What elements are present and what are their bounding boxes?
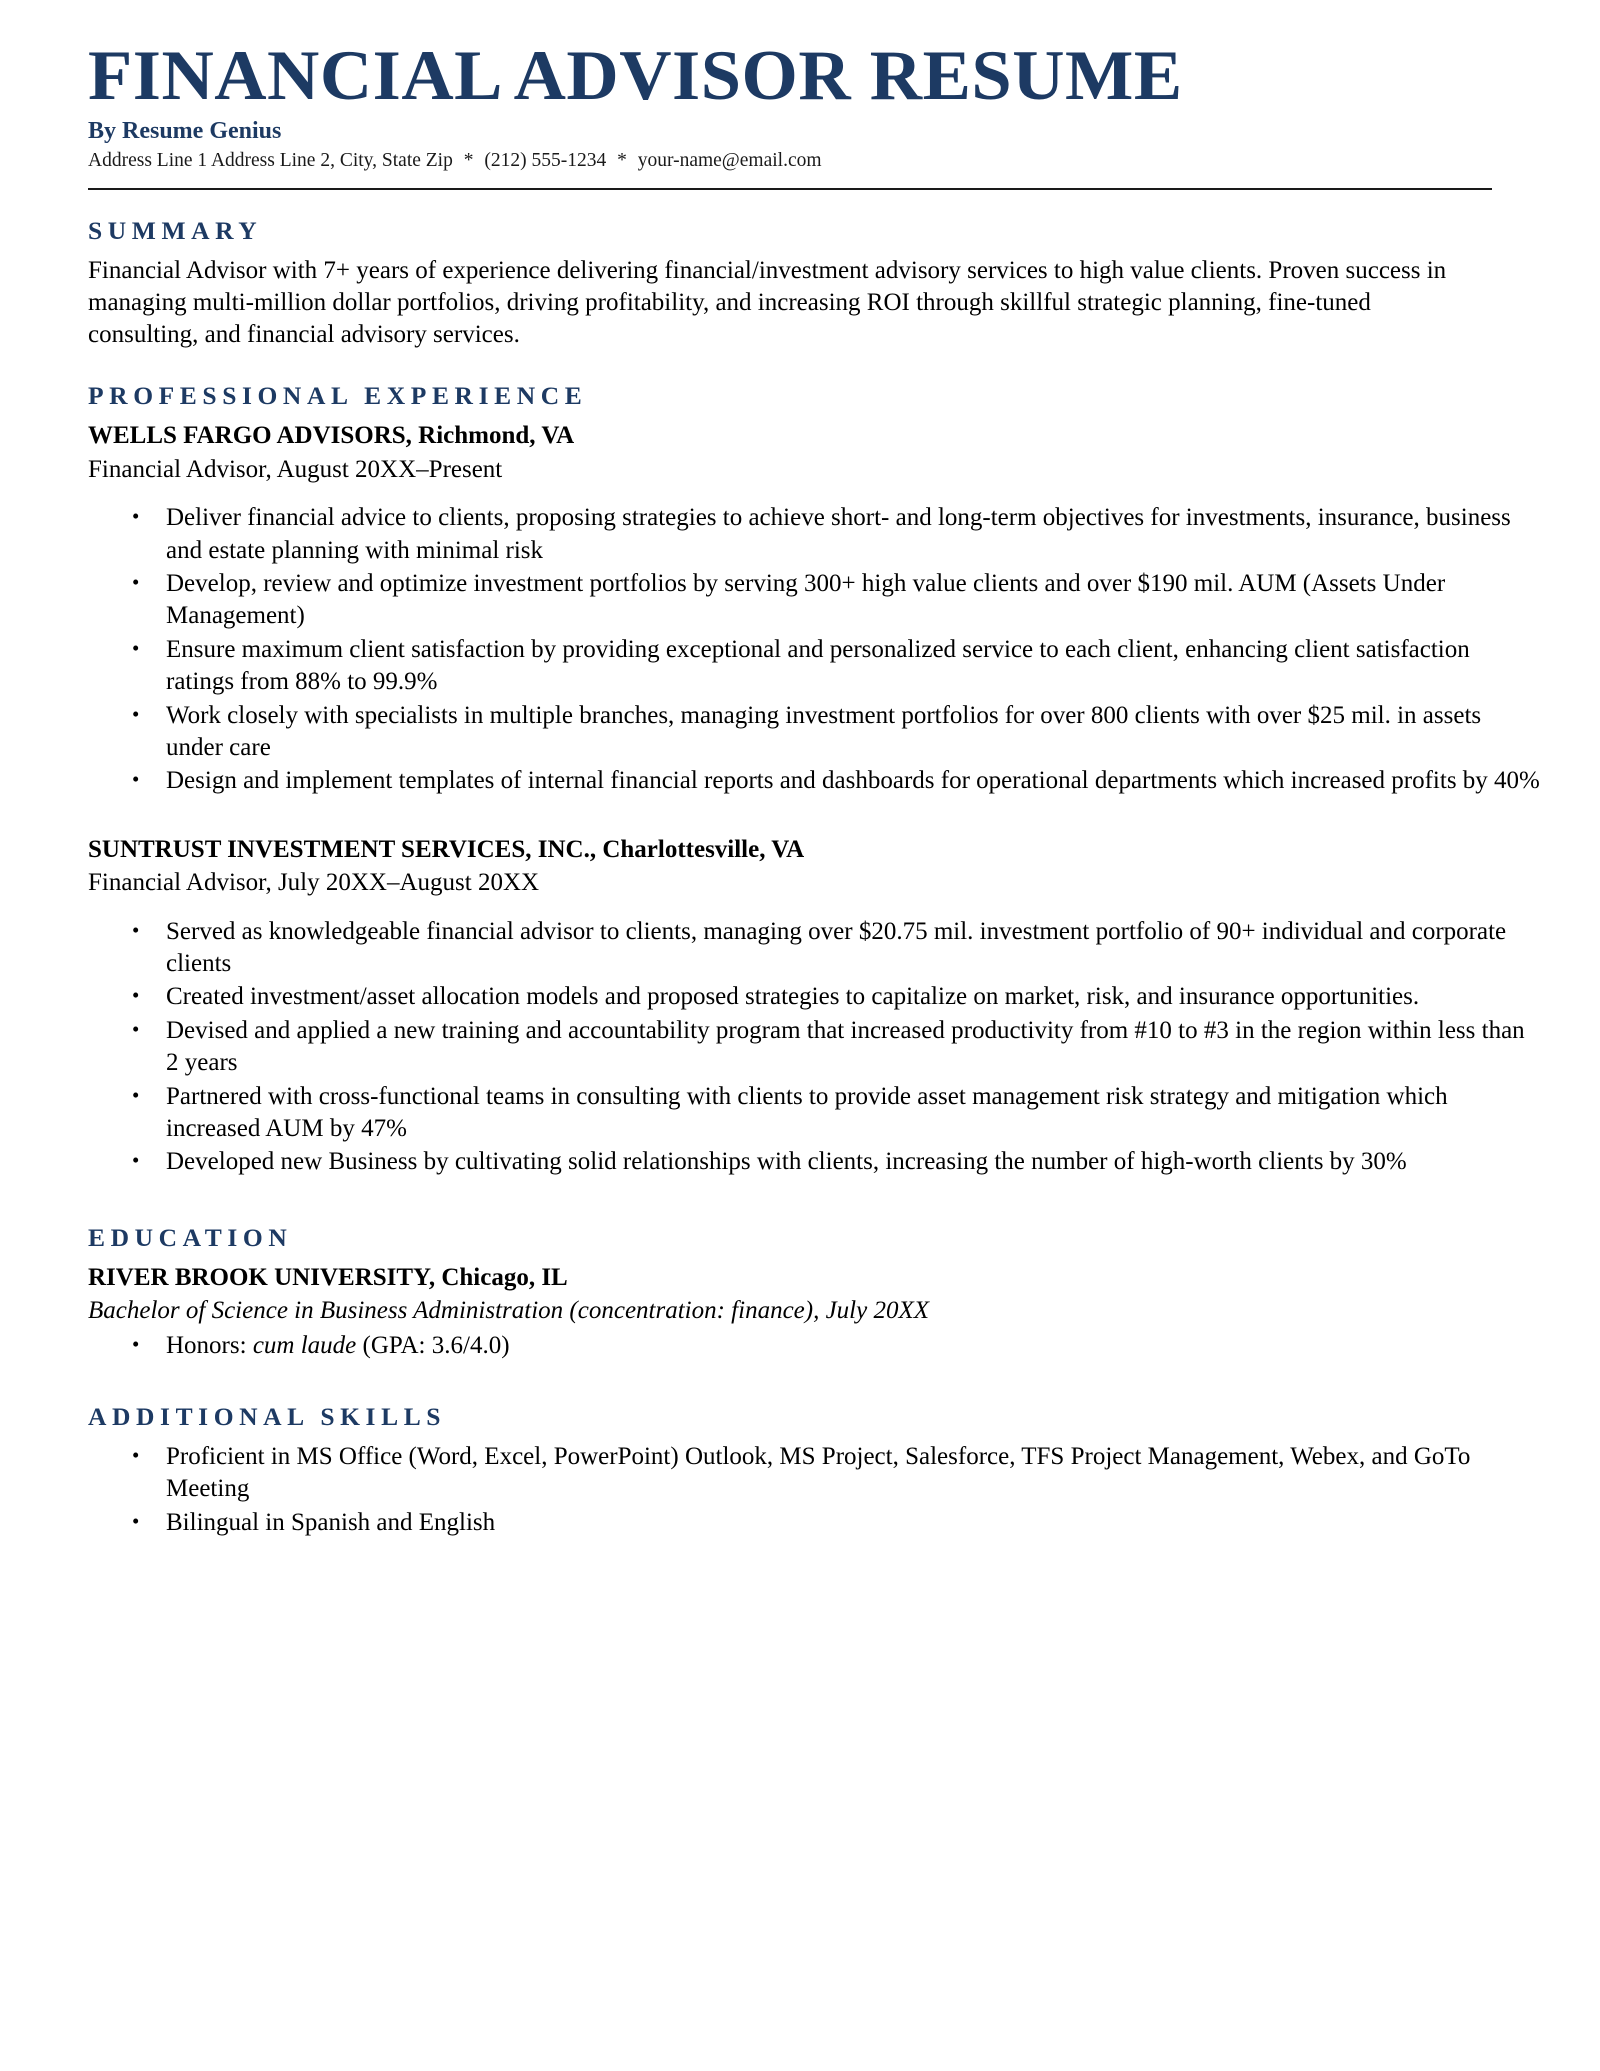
summary-text: Financial Advisor with 7+ years of experience delivering financial/investment advisory services to high value clients. Proven success in managing multi-million dollar portfolios, driving profitability, and increasing ROI through skillful strategic planning, fine-tuned consulting, and financial advisory services. — [88, 256, 1447, 349]
contact-separator-2: * — [617, 150, 627, 172]
list-item: • Ensure maximum client satisfaction by providing exceptional and personalized service to each client, enhancing client satisfaction ratings from 88% to 99.9% — [88, 634, 1540, 699]
list-item: • Proficient in MS Office (Word, Excel, PowerPoint) Outlook, MS Project, Salesforce, TFS Project Management, Webex, and GoTo Meeting — [88, 1441, 1540, 1506]
job-role: Financial Advisor, July 20XX–August 20XX — [88, 869, 540, 897]
byline: By Resume Genius — [88, 117, 282, 144]
job-company: WELLS FARGO ADVISORS, Richmond, VA — [88, 422, 575, 450]
list-item: • Design and implement templates of internal financial reports and dashboards for operational departments which increased profits by 40% — [88, 765, 1540, 797]
honors-gpa: (GPA: 3.6/4.0) — [356, 1331, 510, 1359]
job-bullet-list — [88, 502, 1540, 797]
list-item: • Work closely with specialists in multiple branches, managing investment portfolios for over 800 clients with over $25 mil. in assets under care — [88, 700, 1540, 765]
education-bullet-list — [88, 1330, 1540, 1362]
section-heading-experience: PROFESSIONAL EXPERIENCE — [88, 381, 588, 411]
job-company: SUNTRUST INVESTMENT SERVICES, INC., Charlottesville, VA — [88, 835, 805, 863]
section-heading-skills: ADDITIONAL SKILLS — [88, 1402, 447, 1432]
section-experience — [88, 381, 1540, 1178]
list-item: • Deliver financial advice to clients, proposing strategies to achieve short- and long-term objectives for investments, insurance, business and estate planning with minimal risk — [88, 502, 1540, 567]
job-entry — [88, 834, 1540, 1179]
job-role: Financial Advisor, August 20XX–Present — [88, 455, 503, 483]
education-school: RIVER BROOK UNIVERSITY, Chicago, IL — [88, 1263, 568, 1291]
contact-line — [88, 149, 1540, 172]
honors-prefix: Honors: — [166, 1331, 253, 1359]
education-degree: Bachelor of Science in Business Administration (concentration: finance), July 20XX — [88, 1297, 930, 1325]
list-item: • Partnered with cross-functional teams in consulting with clients to provide asset management risk strategy and mitigation which increased AUM by 47% — [88, 1081, 1540, 1146]
list-item: • Developed new Business by cultivating solid relationships with clients, increasing the number of high-worth clients by 30% — [88, 1146, 1540, 1178]
contact-address: Address Line 1 Address Line 2, City, State Zip — [88, 150, 453, 172]
contact-phone: (212) 555-1234 — [484, 150, 607, 172]
contact-email: your-name@email.com — [637, 150, 822, 172]
list-item: • Served as knowledgeable financial advisor to clients, managing over $20.75 mil. investment portfolio of 90+ individual and corporate clients — [88, 916, 1540, 981]
list-item: • Develop, review and optimize investment portfolios by serving 300+ high value clients and over $190 mil. AUM (Assets Under Management) — [88, 568, 1540, 633]
section-summary — [88, 216, 1540, 352]
header-divider — [88, 188, 1492, 190]
list-item: • Bilingual in Spanish and English — [88, 1507, 1540, 1539]
honors-distinction: cum laude — [252, 1331, 357, 1359]
section-education — [88, 1223, 1540, 1362]
job-bullet-list — [88, 916, 1540, 1179]
section-heading-education: EDUCATION — [88, 1222, 293, 1252]
job-entry — [88, 420, 1540, 797]
list-item — [88, 1330, 1540, 1362]
list-item: • Created investment/asset allocation models and proposed strategies to capitalize on market, risk, and insurance opportunities. — [88, 981, 1540, 1013]
list-item: • Devised and applied a new training and accountability program that increased productivity from #10 to #3 in the region within less than 2 years — [88, 1015, 1540, 1080]
page-title: FINANCIAL ADVISOR RESUME — [88, 37, 1183, 115]
contact-separator-1: * — [463, 150, 474, 172]
resume-header — [88, 37, 1540, 190]
skills-bullet-list — [88, 1441, 1540, 1539]
section-skills — [88, 1402, 1540, 1539]
section-heading-summary: SUMMARY — [88, 215, 263, 245]
